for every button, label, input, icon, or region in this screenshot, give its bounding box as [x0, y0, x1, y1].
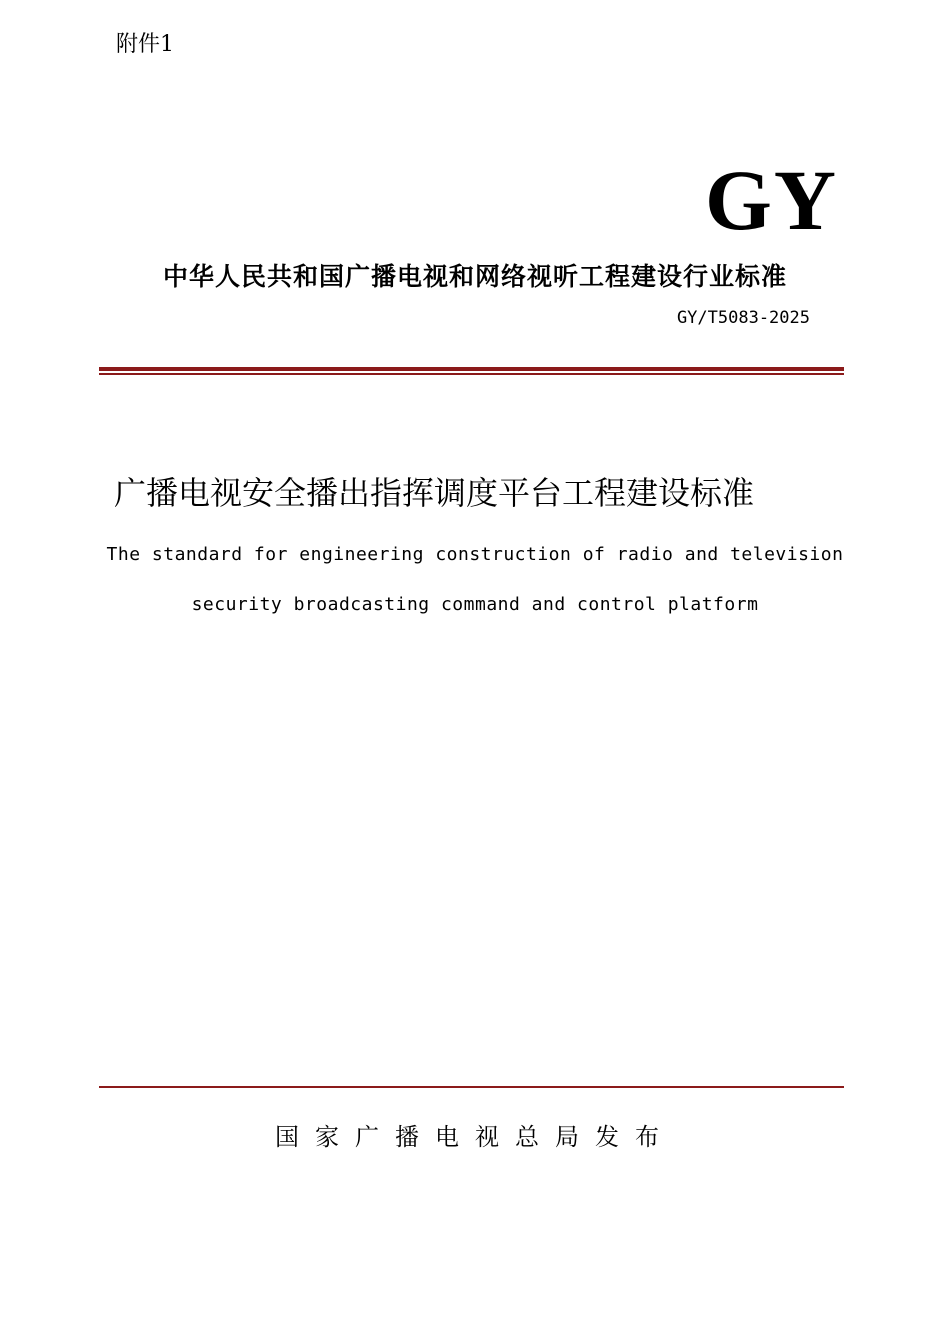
standard-code: GY/T5083-2025	[676, 308, 810, 328]
attachment-label: 附件1	[116, 32, 174, 57]
document-title-english-line2: security broadcasting command and control platform	[191, 594, 759, 615]
publisher: 国家广播电视总局发布	[275, 1123, 675, 1151]
header-divider	[99, 367, 844, 376]
standard-category-title: 中华人民共和国广播电视和网络视听工程建设行业标准	[162, 262, 787, 291]
document-title-chinese: 广播电视安全播出指挥调度平台工程建设标准	[114, 474, 755, 512]
document-title-english-line1: The standard for engineering construction of radio and television	[106, 544, 844, 565]
header-divider-thick	[99, 367, 844, 371]
gy-logo: GY	[705, 152, 838, 248]
header-divider-thin	[99, 373, 844, 375]
footer-divider	[99, 1086, 844, 1088]
